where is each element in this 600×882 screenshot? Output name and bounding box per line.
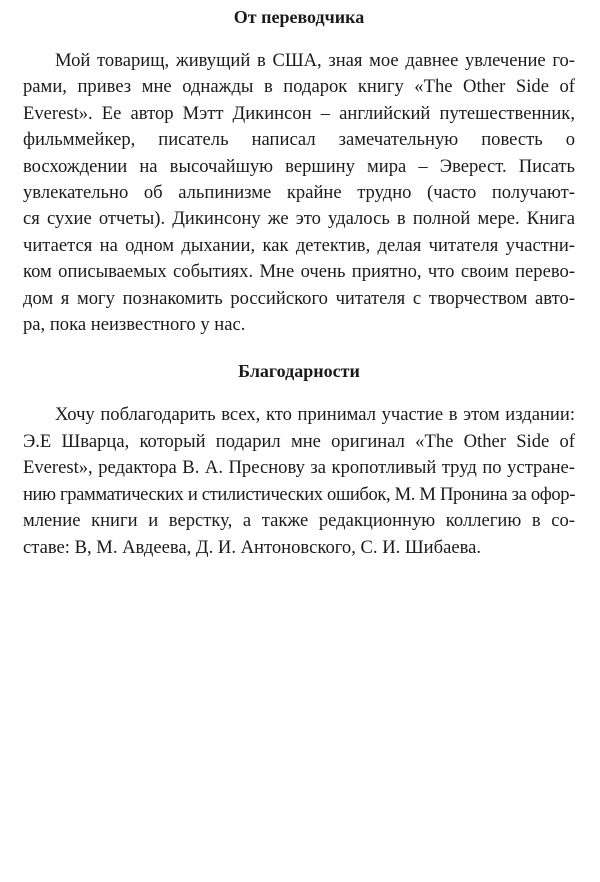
paragraph-line: Everest». Ее автор Мэтт Дикинсон – английский путешественник, [23, 102, 575, 124]
paragraph-line: мление книги и верстку, а также редакционную коллегию в со- [23, 510, 575, 532]
acknowledgements-paragraph [23, 402, 575, 560]
paragraph-line: Мой товарищ, живущий в США, зная мое давнее увлечение го- [55, 50, 575, 71]
paragraph-line: восхождении на высочайшую вершину мира – Эверест. Писать [23, 155, 575, 177]
paragraph-line: Everest», редактора В. А. Преснову за кропотливый труд по устране- [23, 457, 575, 479]
paragraph-line: рами, привез мне однажды в подарок книгу «The Other Side of [23, 76, 575, 98]
paragraph-line: увлекательно об альпинизме крайне трудно (часто получают- [23, 182, 575, 204]
paragraph-line: нию грамматических и стилистических ошибок, М. М Пронина за офор- [23, 483, 575, 505]
section-title-acknowledgements: Благодарности [238, 361, 360, 382]
paragraph-line: дом я могу познакомить российского читателя с творчеством авто- [23, 287, 575, 309]
paragraph-line: ставе: В, М. Авдеева, Д. И. Антоновского, С. И. Шибаева. [23, 536, 482, 558]
paragraph-line: ра, пока неизвестного у нас. [23, 314, 246, 336]
paragraph-line: фильммейкер, писатель написал замечательную повесть о [23, 129, 575, 151]
paragraph-line: ся сухие отчеты). Дикинсону же это удалось в полной мере. Книга [23, 208, 575, 230]
paragraph-line: ком описываемых событиях. Мне очень приятно, что своим перево- [23, 261, 575, 283]
paragraph-line: Хочу поблагодарить всех, кто принимал участие в этом издании: [55, 404, 575, 426]
translator-paragraph [23, 48, 575, 338]
paragraph-line: читается на одном дыхании, как детектив, делая читателя участни- [23, 234, 575, 256]
document-page [23, 0, 575, 561]
paragraph-line: Э.Е Шварца, который подарил мне оригинал «The Other Side of [23, 430, 575, 452]
section-title-translator: От переводчика [233, 7, 365, 27]
